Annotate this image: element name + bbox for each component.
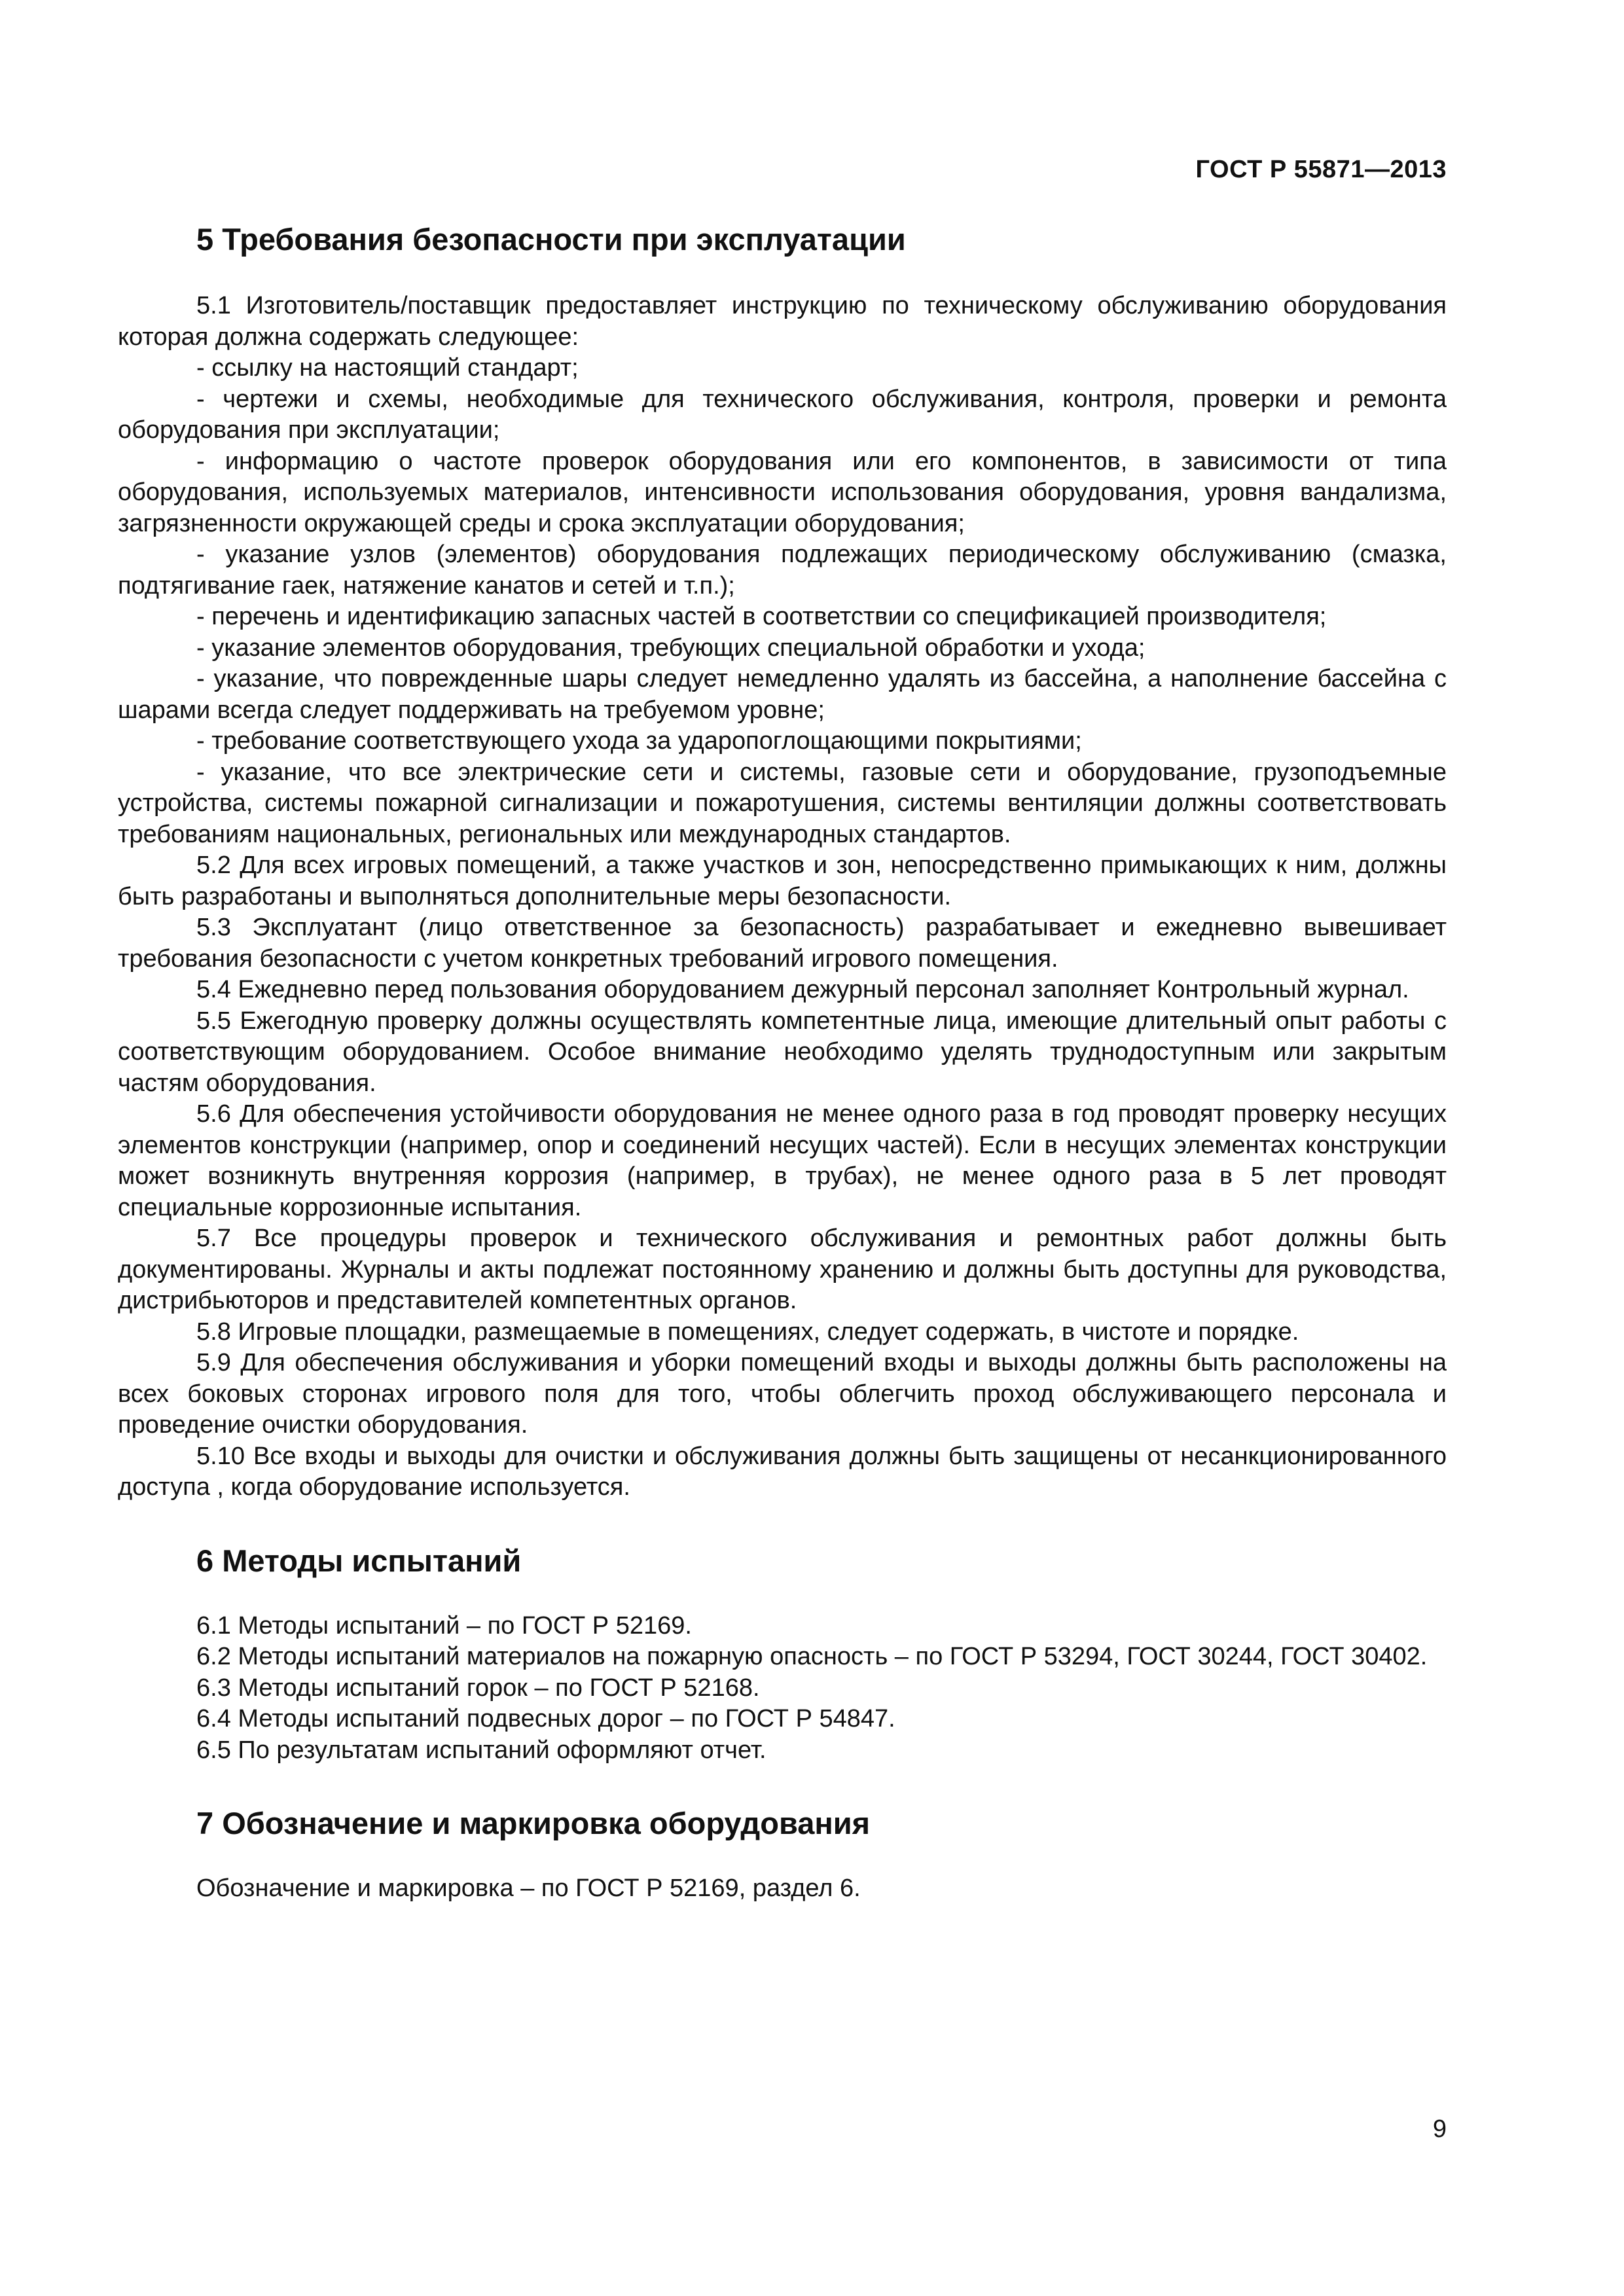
section-7-title: 7 Обозначение и маркировка оборудования [196, 1806, 871, 1840]
paragraph-7: Обозначение и маркировка – по ГОСТ Р 52169, раздел 6. [196, 1874, 861, 1902]
list-item: - указание, что все электрические сети и системы, газовые сети и оборудование, грузоподъемные устройства, системы пожарной сигнализации и пожаротушения, системы вентиляции должны соответствовать требованиям национальных, региональных или международных стандартов. [118, 758, 1447, 848]
paragraph-6-5: 6.5 По результатам испытаний оформляют отчет. [196, 1736, 767, 1764]
list-item: - указание элементов оборудования, требующих специальной обработки и ухода; [196, 634, 1146, 662]
list-item: - указание, что поврежденные шары следует немедленно удалять из бассейна, а наполнение бассейна с шарами всегда следует поддерживать на требуемом уровне; [118, 665, 1447, 724]
paragraph-5-2: 5.2 Для всех игровых помещений, а также участков и зон, непосредственно примыкающих к ним, должны быть разработаны и выполняться дополнительные меры безопасности. [118, 852, 1447, 910]
paragraph-6-2: 6.2 Методы испытаний материалов на пожарную опасность – по ГОСТ Р 53294, ГОСТ 30244, ГОСТ 30402. [196, 1643, 1428, 1670]
section-5-title: 5 Требования безопасности при эксплуатации [196, 222, 906, 257]
section-6-title: 6 Методы испытаний [196, 1543, 522, 1578]
paragraph-5-10: 5.10 Все входы и выходы для очистки и обслуживания должны быть защищены от несанкционированного доступа , когда оборудование используется. [118, 1442, 1447, 1501]
paragraph-5-6: 5.6 Для обеспечения устойчивости оборудования не менее одного раза в год проводят проверку несущих элементов конструкции (например, опор и соединений несущих частей). Если в несущих элементах конструкции может возникнуть внутренняя коррозия (например, в трубах), не менее одного раза в 5 лет проводят специальные коррозионные испытания. [118, 1100, 1447, 1221]
document-code: ГОСТ Р 55871—2013 [1195, 156, 1447, 183]
page-number: 9 [1432, 2115, 1447, 2143]
paragraph-5-8: 5.8 Игровые площадки, размещаемые в помещениях, следует содержать, в чистоте и порядке. [196, 1318, 1299, 1346]
list-item: - чертежи и схемы, необходимые для технического обслуживания, контроля, проверки и ремонта оборудования при эксплуатации; [118, 385, 1447, 444]
paragraph-6-3: 6.3 Методы испытаний горок – по ГОСТ Р 52168. [196, 1674, 760, 1702]
list-item: - указание узлов (элементов) оборудования подлежащих периодическому обслуживанию (смазка, подтягивание гаек, натяжение канатов и сетей и т.п.); [118, 541, 1447, 600]
page-content [118, 221, 1447, 1905]
paragraph-6-4: 6.4 Методы испытаний подвесных дорог – по ГОСТ Р 54847. [196, 1705, 895, 1732]
paragraph-5-4: 5.4 Ежедневно перед пользования оборудованием дежурный персонал заполняет Контрольный журнал. [196, 976, 1409, 1003]
paragraph-5-1: 5.1 Изготовитель/поставщик предоставляет инструкцию по техническому обслуживанию оборудования которая должна содержать следующее: [118, 292, 1447, 351]
list-item: - информацию о частоте проверок оборудования или его компонентов, в зависимости от типа оборудования, используемых материалов, интенсивности использования оборудования, уровня вандализма, загрязненности окружающей среды и срока эксплуатации оборудования; [118, 447, 1447, 537]
paragraph-5-7: 5.7 Все процедуры проверок и технического обслуживания и ремонтных работ должны быть документированы. Журналы и акты подлежат постоянному хранению и должны быть доступны для руководства, дистрибьюторов и представителей компетентных органов. [118, 1225, 1447, 1314]
paragraph-5-9: 5.9 Для обеспечения обслуживания и уборки помещений входы и выходы должны быть расположены на всех боковых сторонах игрового поля для того, чтобы облегчить проход обслуживающего персонала и проведение очистки оборудования. [118, 1349, 1447, 1439]
list-item: - ссылку на настоящий стандарт; [196, 354, 579, 382]
list-item: - требование соответствующего ухода за ударопоглощающими покрытиями; [196, 727, 1082, 755]
paragraph-5-3: 5.3 Эксплуатант (лицо ответственное за безопасность) разрабатывает и ежедневно вывешивает требования безопасности с учетом конкретных требований игрового помещения. [118, 914, 1447, 973]
list-item: - перечень и идентификацию запасных частей в соответствии со спецификацией производителя; [196, 603, 1327, 630]
paragraph-5-5: 5.5 Ежегодную проверку должны осуществлять компетентные лица, имеющие длительный опыт работы с соответствующим оборудованием. Особое внимание необходимо уделять труднодоступным или закрытым частям оборудования. [118, 1007, 1447, 1097]
paragraph-6-1: 6.1 Методы испытаний – по ГОСТ Р 52169. [196, 1611, 692, 1640]
